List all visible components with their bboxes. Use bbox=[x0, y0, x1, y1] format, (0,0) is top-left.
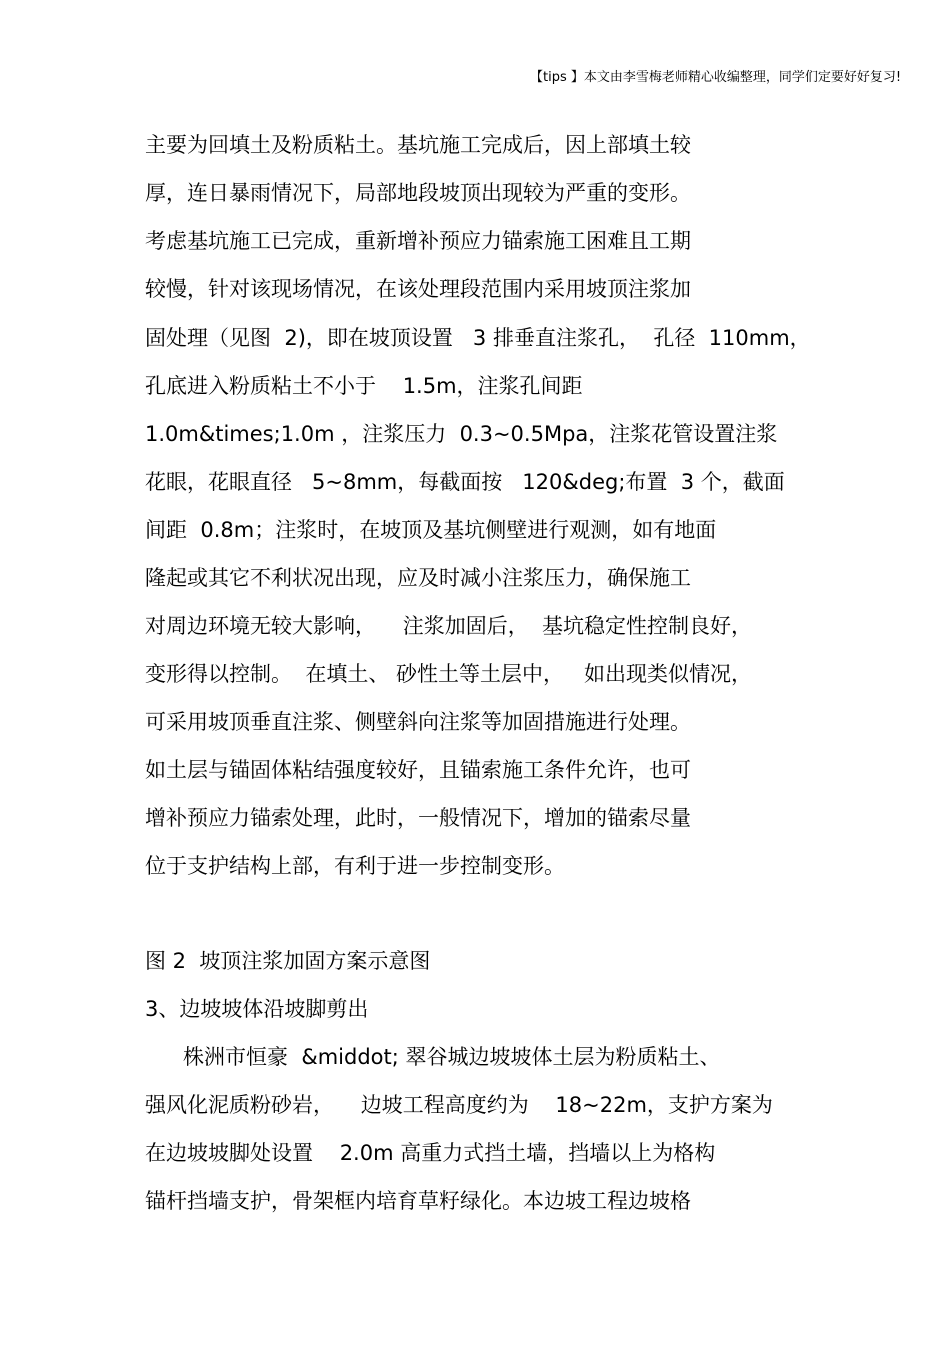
body-line: 较慢，针对该现场情况，在该处理段范围内采用坡顶注浆加 bbox=[145, 277, 691, 301]
body-line: 考虑基坑施工已完成，重新增补预应力锚索施工困难且工期 bbox=[145, 229, 691, 253]
header-note: 【tips 】本文由李雪梅老师精心收编整理，同学们定要好好复习! bbox=[530, 70, 902, 85]
section-body-line: 锚杆挡墙支护，骨架框内培育草籽绿化。本边坡工程边坡格 bbox=[145, 1189, 691, 1213]
section-body-line: 强风化泥质粉砂岩， 边坡工程高度约为 18~22m，支护方案为 bbox=[145, 1093, 773, 1117]
body-line: 增补预应力锚索处理，此时，一般情况下，增加的锚索尽量 bbox=[145, 806, 691, 830]
figure-caption: 图 2 坡顶注浆加固方案示意图 bbox=[145, 949, 431, 973]
body-line: 孔底进入粉质粘土不小于 1.5m，注浆孔间距 bbox=[145, 374, 583, 398]
body-line: 1.0m&times;1.0m ，注浆压力 0.3~0.5Mpa，注浆花管设置注浆 bbox=[145, 422, 778, 446]
body-line: 可采用坡顶垂直注浆、侧壁斜向注浆等加固措施进行处理。 bbox=[145, 710, 691, 734]
section-body-line: 在边坡坡脚处设置 2.0m 高重力式挡土墙，挡墙以上为格构 bbox=[145, 1141, 716, 1165]
section-body-line: 株洲市恒豪 &middot; 翠谷城边坡坡体土层为粉质粘土、 bbox=[183, 1045, 721, 1069]
body-line: 固处理（见图 2)，即在坡顶设置 3 排垂直注浆孔， 孔径 110mm， bbox=[145, 326, 811, 350]
body-line: 间距 0.8m；注浆时，在坡顶及基坑侧壁进行观测，如有地面 bbox=[145, 518, 717, 542]
body-line: 厚，连日暴雨情况下，局部地段坡顶出现较为严重的变形。 bbox=[145, 181, 691, 205]
body-line: 对周边环境无较大影响， 注浆加固后， 基坑稳定性控制良好， bbox=[145, 614, 753, 638]
section-heading: 3、边坡坡体沿坡脚剪出 bbox=[145, 997, 369, 1021]
body-line: 位于支护结构上部，有利于进一步控制变形。 bbox=[145, 854, 565, 878]
body-line: 变形得以控制。 在填土、 砂性土等土层中， 如出现类似情况， bbox=[145, 662, 753, 686]
body-line: 花眼，花眼直径 5~8mm，每截面按 120&deg;布置 3 个，截面 bbox=[145, 470, 785, 494]
body-line: 主要为回填土及粉质粘土。基坑施工完成后，因上部填土较 bbox=[145, 133, 691, 157]
body-line: 隆起或其它不利状况出现，应及时减小注浆压力，确保施工 bbox=[145, 566, 691, 590]
body-line: 如土层与锚固体粘结强度较好，且锚索施工条件允许，也可 bbox=[145, 758, 691, 782]
